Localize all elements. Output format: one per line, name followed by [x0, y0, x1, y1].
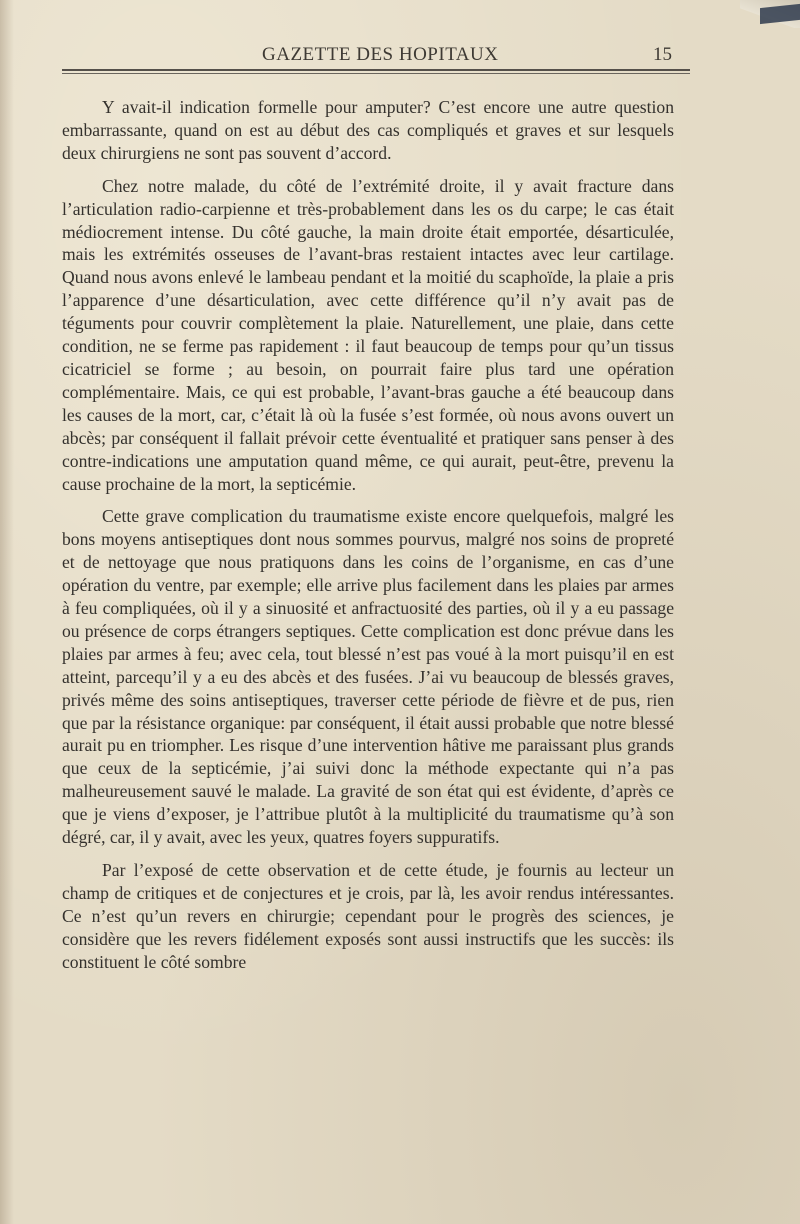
paragraph: Par l’exposé de cette observation et de cette étude, je fournis au lecteur un champ de critiques et de conjectures et je crois, par là, les avoir rendus intéressantes. Ce n’est qu’un revers en chirurgie; cependant pour le progrès des sciences, je considère que les revers fidélement exposés sont aussi instructifs que les succès: ils constituent le côté sombre: [62, 860, 674, 972]
paragraph: Chez notre malade, du côté de l’extrémité droite, il y avait fracture dans l’articulation radio-carpienne et très-probablement dans les os du carpe; le cas était médiocrement intense. Du côté gauche, la main droite était emportée, désarticulée, mais les extrémités osseuses de l’avant-bras restaient intactes avec leur cartilage. Quand nous avons enlevé le lambeau pendant et la moitié du scaphoïde, la plaie a pris l’apparence d’une désarticulation, avec cette différence qu’il n’y avait pas de téguments pour couvrir complètement la plaie. Naturellement, une plaie, dans cette condition, ne se ferme pas rapidement : il faut beaucoup de temps pour qu’un tissus cicatriciel se forme ; au besoin, on pourrait faire plus tard une opération complémentaire. Mais, ce qui est probable, l’avant-bras gauche a été beaucoup dans les causes de la mort, car, c’était là où la fusée s’est formée, où nous avons ouvert un abcès; par conséquent il fallait prévoir cette éventualité et pratiquer sans penser à des contre-indications une amputation quand même, ce qui aurait, peut-être, prevenu la cause prochaine de la mort, la septicémie.: [62, 175, 674, 494]
header-rule-thin: [62, 73, 690, 74]
running-title: GAZETTE DES HOPITAUX: [262, 44, 499, 65]
page-header: [62, 38, 690, 76]
page-number: 15: [653, 44, 672, 65]
page-edge-shadow: [0, 0, 14, 1224]
article-body: [62, 96, 674, 984]
paragraph: Y avait-il indication formelle pour amputer? C’est encore une autre question embarrassante, quand on est au début des cas compliqués et graves et sur lesquels deux chirurgiens ne sont pas souvent d’accord.: [62, 97, 674, 163]
paragraph: Cette grave complication du traumatisme existe encore quelquefois, malgré les bons moyens antiseptiques dont nous sommes pourvus, malgré nos soins de propreté et de nettoyage que nous pratiquons dans les coins de l’organisme, en cas d’une opération du ventre, par exemple; elle arrive plus facilement dans les plaies par armes à feu compliquées, où il y a sinuosité et anfractuosité des parties, où il y a eu passage ou présence de corps étrangers septiques. Cette complication est donc prévue dans les plaies par armes à feu; avec cela, tout blessé n’est pas voué à la mort puisqu’il en est atteint, parcequ’il y a eu des abcès et des fusées. J’ai vu beaucoup de blessés graves, privés même des soins antiseptiques, traverser cette période de fièvre et de pus, rien que par la résistance organique: par conséquent, il était aussi probable que notre blessé aurait pu en triompher. Les risque d’une intervention hâtive me paraissant plus grands que ceux de la septicémie, j’ai suivi donc la méthode expectante qui n’a pas malheureusement sauvé le malade. La gravité de son état qui est évidente, d’après ce que je viens d’exposer, je l’attribue plutôt à la multiplicité du traumatisme qu’à son dégré, car, il y avait, avec les yeux, quatres foyers suppuratifs.: [62, 506, 674, 848]
header-rule: [62, 69, 690, 71]
